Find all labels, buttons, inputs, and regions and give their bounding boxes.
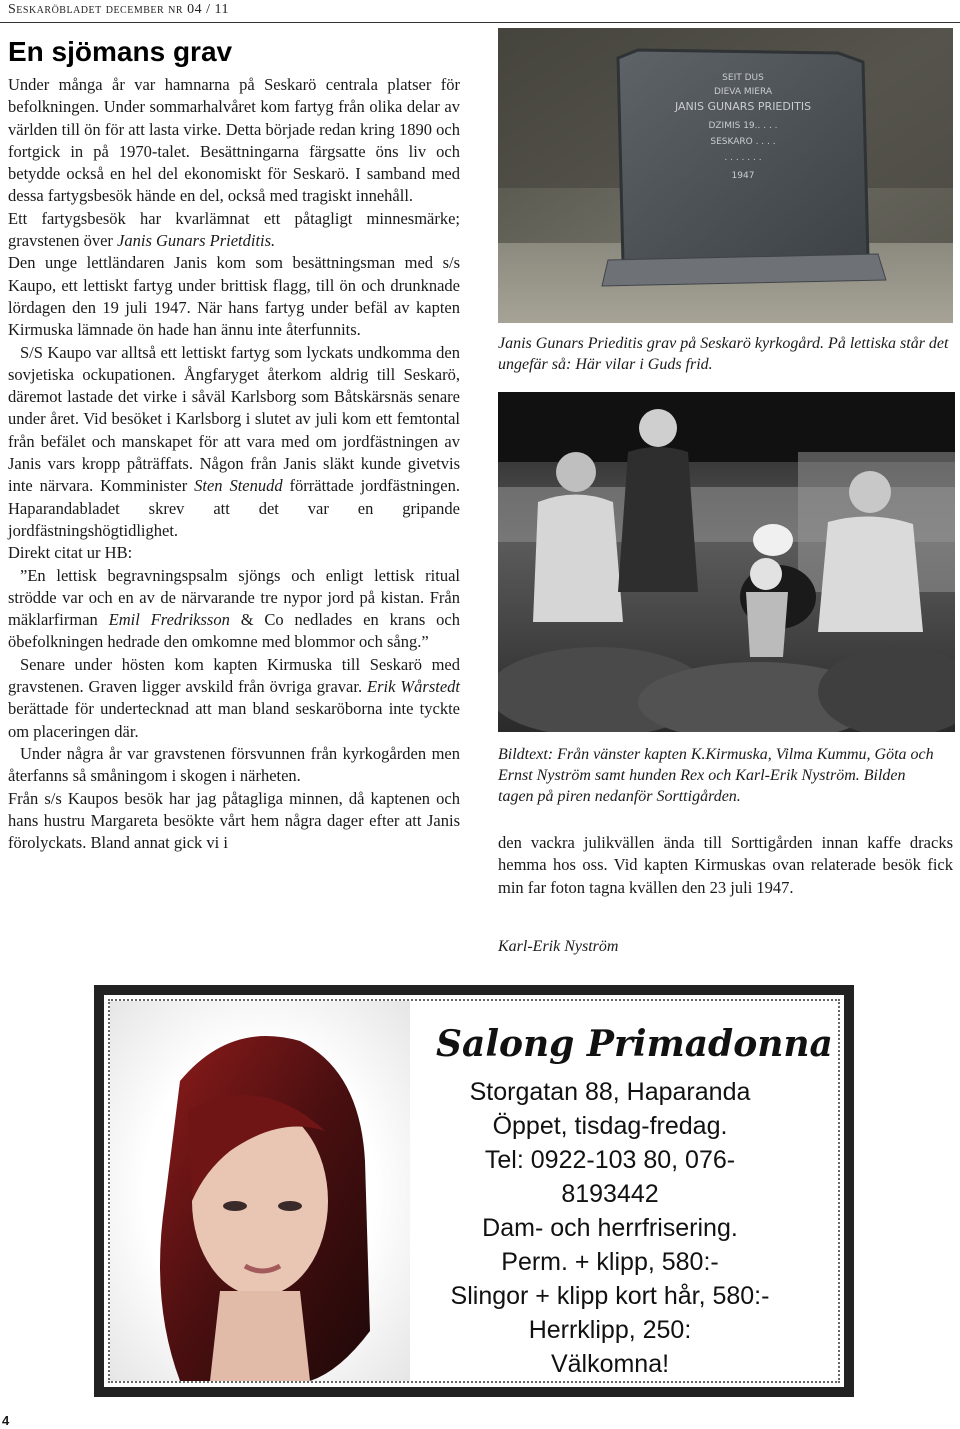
ad-address: Storgatan 88, Haparanda	[469, 1078, 751, 1106]
ad-phone-cont: 8193442	[561, 1180, 659, 1208]
header-rule	[0, 22, 960, 23]
model-portrait	[110, 1001, 410, 1381]
grave-photo	[498, 28, 953, 323]
ad-opening-hours: Öppet, tisdag-fredag.	[492, 1112, 728, 1140]
article-continuation: den vackra julikvällen ända till Sorttigården innan kaffe dracks hemma hos oss. Vid kapten Kirmuskas ovan relaterade besök fick min far foton tagna kvällen den 23 juli 1947.	[498, 833, 953, 897]
article-title: En sjömans grav	[8, 36, 233, 67]
person-name: Sten Stenudd	[194, 476, 283, 496]
inscription-line: JANIS GUNARS PRIEDITIS	[674, 100, 812, 113]
group-photo-illustration	[498, 392, 955, 732]
group-photo-caption: Bildtext: Från vänster kapten K.Kirmuska, Vilma Kummu, Göta och Ernst Nyström samt hunden Rex och Karl-Erik Nyström. Bilden tagen på piren nedanför Sorttigården.	[498, 746, 934, 805]
text-span: Senare under hösten kom kapten Kirmuska till Seskarö med gravstenen. Graven ligger avskild från övriga gravar.	[8, 654, 460, 697]
inscription-line: . . . . . . .	[724, 153, 762, 163]
ad-welcome: Välkomna!	[550, 1350, 670, 1378]
inscription-line: SESKARO . . . .	[710, 137, 776, 147]
grave-photo-caption: Janis Gunars Prieditis grav på Seskarö kyrkogård. På lettiska står det ungefär så: Här vilar i Guds frid.	[498, 335, 949, 373]
ad-price: Herrklipp, 250:	[528, 1316, 692, 1344]
text-span: förrättade jordfästningen. Haparandabladet skrev att det var en gripande jordfästningshögtidlighet.	[8, 476, 461, 540]
page-number: 4	[2, 1413, 10, 1428]
portrait-illustration	[110, 1001, 410, 1381]
group-photo	[498, 392, 955, 732]
text-span: ”En lettisk begravningspsalm sjöngs och enligt lettisk ritual strödde var och en av de närvarande tre nypor jord på kistan. Från mäklarfirman	[8, 565, 460, 630]
paragraph: Från s/s Kaupos besök har jag påtagliga minnen, då kaptenen och hans hustru Margareta besökte vårt hem några dager efter att Janis förolyckats. Bland annat gick vi i	[8, 788, 460, 853]
company-name: Emil Fredriksson	[108, 610, 230, 630]
text-span: & Co nedlades en krans och öbefolkningen hedrade den omkomne med blommor och sång.”	[8, 610, 461, 652]
paragraph	[8, 654, 460, 743]
salon-name: Salong Primadonna	[436, 1023, 833, 1065]
paragraph	[8, 208, 460, 253]
ad-phone: Tel: 0922-103 80, 076-	[484, 1146, 736, 1174]
person-name: Erik Wårstedt	[367, 677, 460, 697]
paragraph: Den unge lettländaren Janis kom som besättningsman med s/s Kaupo, ett lettiskt fartyg under brittisk flagg, till ön och drunknade lördagen den 19 juli 1947. När hans fartyg under befäl av kapten Kirmuska lämnade ön hade han ännu inte återfunnits.	[8, 253, 460, 340]
paragraph: Under många år var hamnarna på Seskarö centrala platser för befolkningen. Under sommarhalvåret kom fartyg från olika delar av världen till ön för att lasta virke. Detta började redan kring 1890 och fortgick in på 1970-talet. Besättningarna färgsatte öns liv och betydde också en hel del ekonomiskt för Seskarö. I samband med dessa fartygsbesök hände en del, också med tragiskt innehåll.	[8, 75, 460, 206]
article-signature: Karl-Erik Nyström	[498, 938, 619, 955]
text-span: Ett fartygsbesök har kvarlämnat ett påtagligt minnesmärke; gravstenen över	[8, 208, 460, 251]
inscription-line: 1947	[731, 171, 755, 181]
salon-advertisement	[94, 985, 854, 1397]
grave-photo-illustration	[498, 28, 953, 323]
ad-price: Slingor + klipp kort hår, 580:-	[450, 1282, 770, 1310]
article-body	[8, 74, 460, 854]
paragraph	[8, 342, 460, 543]
person-name: Janis Gunars Prietditis.	[117, 231, 276, 251]
running-head: Seskaröbladet december nr 04 / 11	[8, 2, 229, 17]
paragraph: Under några år var gravstenen försvunnen från kyrkogården men återfanns så småningom i skogen i närheten.	[8, 743, 460, 786]
inscription-line: DZIMIS 19.. . . .	[708, 121, 778, 131]
inscription-line: SEIT DUS	[722, 73, 764, 83]
ad-price: Perm. + klipp, 580:-	[501, 1248, 719, 1276]
text-span: berättade för undertecknad att man bland seskaröborna inte tyckte om placeringen där.	[8, 699, 460, 741]
quote-paragraph	[8, 565, 460, 654]
text-span: S/S Kaupo var alltså ett lettiskt fartyg som lyckats undkomma den sovjetiska ockupationen. Ångfaryget återkom aldrig till Seskarö, däremot lastade det virke i såväl Karlsborg som Båtskärsnäs senare under året. Vid besöket i Karlsborg i slutet av juli kom ett femtontal från befälet och manskapet för att vara med om jordfästningen av Janis vars kropp påträffats. Någon från Janis släkt kunde givetvis inte närvara. Komminister	[8, 342, 460, 496]
inscription-line: DIEVA MIERA	[713, 87, 773, 97]
paragraph: Direkt citat ur HB:	[8, 543, 133, 563]
ad-service: Dam- och herrfrisering.	[482, 1214, 738, 1242]
ad-details	[420, 1075, 800, 1381]
